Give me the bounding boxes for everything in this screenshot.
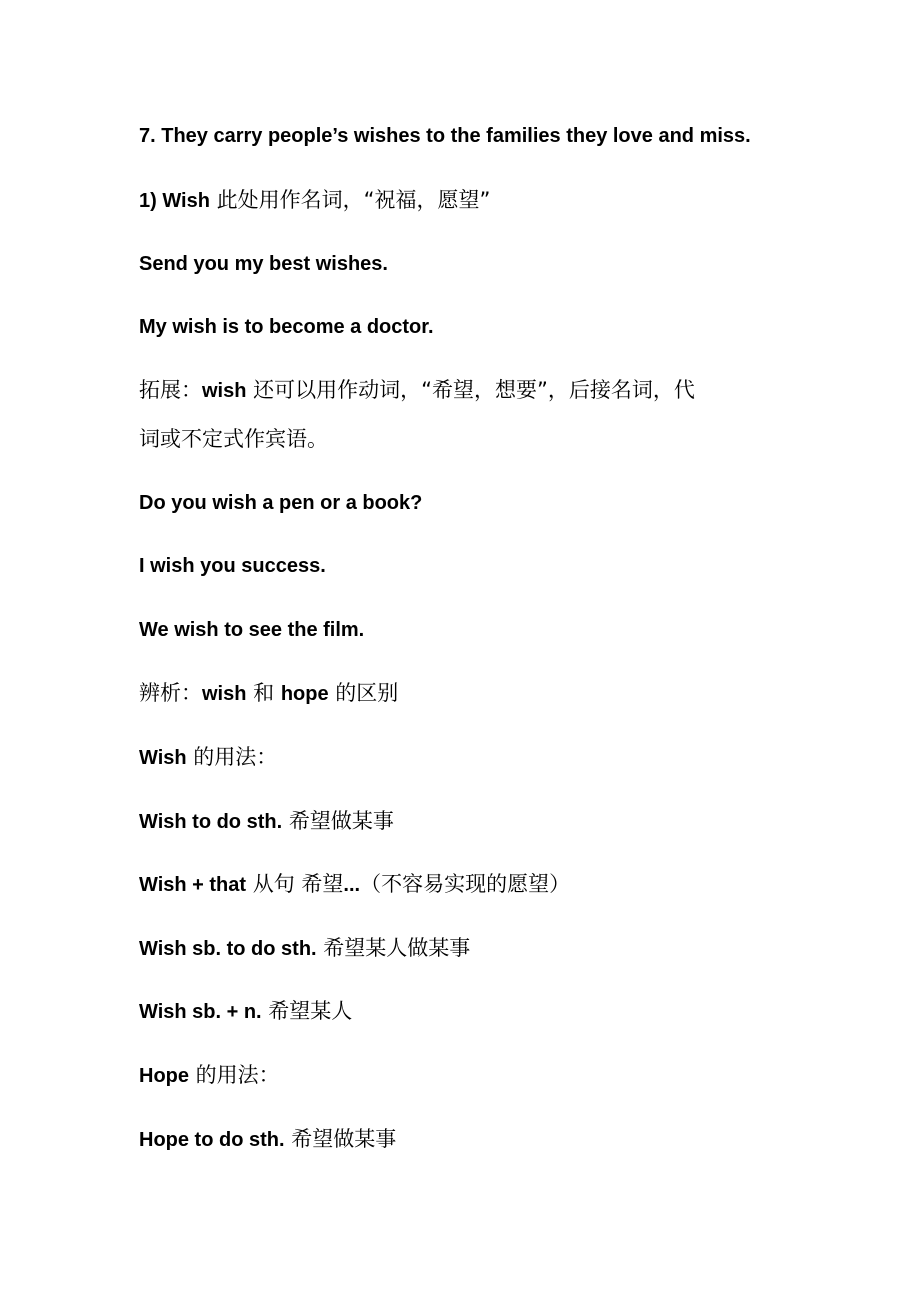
line-text-zh: 辨析： [139,681,202,705]
line-text: My wish is to become a doctor. [139,316,434,338]
line-text-zh: 的用法： [189,1063,280,1087]
point-1-wish-noun [139,186,789,215]
extension-note-continued [139,425,789,454]
line-text: wish [202,380,247,402]
extension-note [139,376,789,405]
line-text-zh: 希望某人 [261,999,353,1023]
line-text: Wish sb. + n. [139,1001,262,1023]
heading-sentence-7 [139,122,789,150]
wish-usage-heading [139,743,789,772]
example-line [139,616,789,644]
line-text: Hope [139,1065,189,1087]
line-text-zh: （不容易实现的愿望） [360,872,571,896]
line-text: ... [343,874,361,896]
line-text-zh: 希望做某事 [282,809,394,833]
line-text: 1) Wish [139,190,210,212]
usage-line [139,934,789,963]
line-text-zh: 还可以用作动词，“希望，想要”，后接名词，代 [246,378,695,402]
line-text: I wish you success. [139,555,326,577]
line-text-zh: 希望某人做某事 [316,936,471,960]
line-text: Send you my best wishes. [139,253,388,275]
line-text: wish [202,683,247,705]
line-text-zh: 从句 希望 [246,872,344,896]
line-text: Wish to do sth. [139,811,283,833]
example-line [139,250,789,278]
line-text-zh: 拓展： [139,378,202,402]
example-line [139,552,789,580]
line-text: Wish [139,747,187,769]
usage-line [139,1125,789,1154]
line-text-zh: 的区别 [328,681,399,705]
line-text-zh: 希望做某事 [284,1127,397,1151]
usage-line [139,870,789,899]
example-line [139,313,789,341]
line-text-zh: 词或不定式作宾语。 [139,427,328,451]
comparison-heading [139,679,789,708]
example-line [139,489,789,517]
line-text-zh: 的用法： [186,745,278,769]
usage-line [139,807,789,836]
line-text: hope [280,683,329,705]
usage-line [139,997,789,1026]
line-text: Hope to do sth. [139,1129,285,1151]
line-text-zh: 和 [246,681,281,705]
line-text: 7. They carry people’s wishes to the families they love and miss. [139,125,751,147]
line-text: Do you wish a pen or a book? [139,492,423,514]
hope-usage-heading [139,1061,789,1090]
line-text: Wish sb. to do sth. [139,938,317,960]
line-text-zh: 此处用作名词，“祝福，愿望” [209,188,491,212]
line-text: Wish + that [139,874,247,896]
line-text: We wish to see the film. [139,619,365,641]
